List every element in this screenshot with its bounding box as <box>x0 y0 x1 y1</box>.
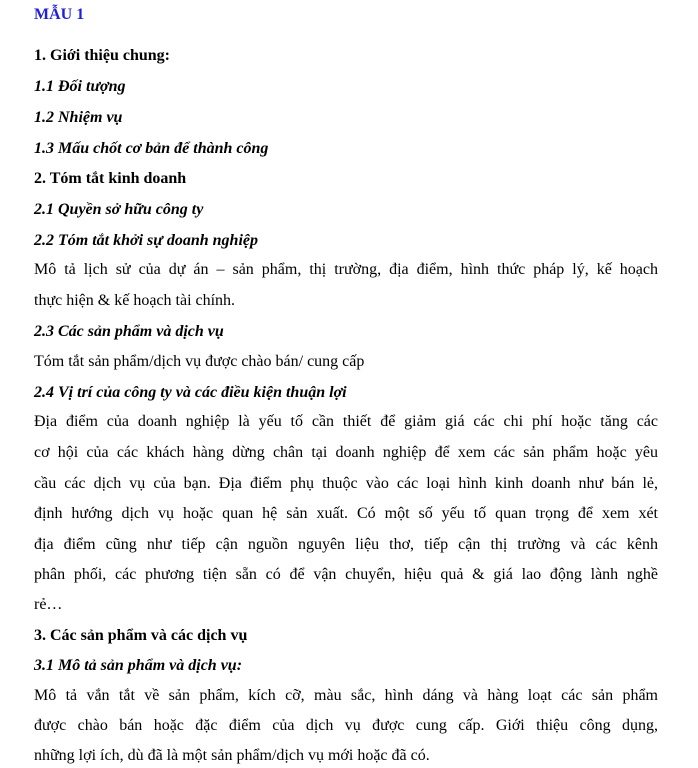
section-3-1-paragraph-line: những lợi ích, dù đã là một sản phẩm/dịch vụ mới hoặc đã có. <box>34 747 430 764</box>
section-2-heading: 2. Tóm tắt kinh doanh <box>34 170 187 187</box>
section-2-4-heading: 2.4 Vị trí của công ty và các điều kiện thuận lợi <box>34 384 347 401</box>
section-2-4-paragraph-line: rẻ… <box>34 596 63 613</box>
section-2-1-heading: 2.1 Quyền sở hữu công ty <box>34 201 204 218</box>
section-2-3-paragraph-line: Tóm tắt sản phẩm/dịch vụ được chào bán/ cung cấp <box>34 353 365 370</box>
section-2-4-paragraph-line: cơ hội của các khách hàng dừng chân tại doanh nghiệp để xem các sản phẩm hoặc yêu <box>34 444 658 461</box>
section-2-2-paragraph-line: thực hiện & kế hoạch tài chính. <box>34 292 236 309</box>
section-2-4-paragraph-line: Địa điểm của doanh nghiệp là yếu tố cần thiết để giảm giá các chi phí hoặc tăng các <box>34 413 658 430</box>
section-2-4-paragraph-line: phân phối, các phương tiện sẵn có để vận chuyển, hiệu quả & giá lao động lành nghề <box>34 566 658 583</box>
section-1-2-heading: 1.2 Nhiệm vụ <box>34 109 123 126</box>
document-title: MẪU 1 <box>34 6 85 23</box>
section-1-1-heading: 1.1 Đối tượng <box>34 78 126 95</box>
section-2-4-paragraph-line: định hướng dịch vụ hoặc quan hệ sản xuất. Có một số yếu tố quan trọng để xem xét <box>34 505 658 522</box>
section-2-4-paragraph-line: cầu các dịch vụ của bạn. Địa điểm phụ thuộc vào các loại hình kinh doanh như bán lẻ, <box>34 475 658 492</box>
section-1-3-heading: 1.3 Mấu chốt cơ bản để thành công <box>34 140 269 157</box>
section-1-heading: 1. Giới thiệu chung: <box>34 47 170 64</box>
section-2-3-heading: 2.3 Các sản phẩm và dịch vụ <box>34 323 224 340</box>
section-3-1-heading: 3.1 Mô tả sản phẩm và dịch vụ: <box>34 657 243 674</box>
section-3-heading: 3. Các sản phẩm và các dịch vụ <box>34 627 248 644</box>
section-2-4-paragraph-line: địa điểm cũng như tiếp cận nguồn nguyên liệu thơ, tiếp cận thị trường và các kênh <box>34 536 658 553</box>
section-2-2-paragraph-line: Mô tả lịch sử của dự án – sản phẩm, thị trường, địa điểm, hình thức pháp lý, kế hoạch <box>34 261 658 278</box>
section-3-1-paragraph-line: Mô tả vắn tắt về sản phẩm, kích cỡ, màu sắc, hình dáng và hàng loạt các sản phẩm <box>34 687 658 704</box>
section-2-2-heading: 2.2 Tóm tắt khởi sự doanh nghiệp <box>34 232 258 249</box>
section-3-1-paragraph-line: được chào bán hoặc đặc điểm của dịch vụ được cung cấp. Giới thiệu công dụng, <box>34 717 658 734</box>
